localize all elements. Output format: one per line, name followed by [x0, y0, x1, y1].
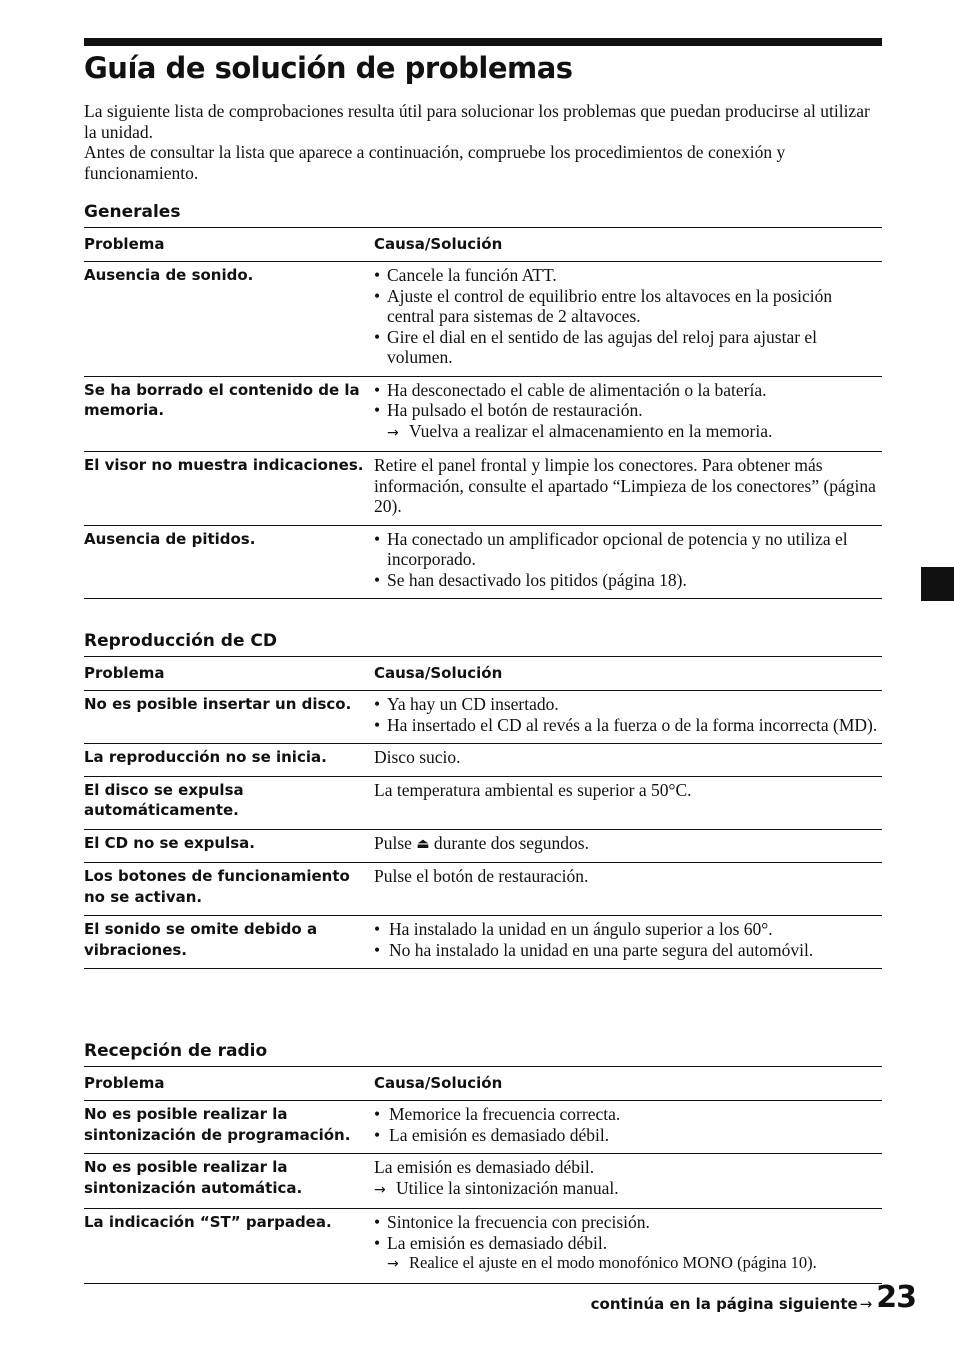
table-row — [84, 1100, 882, 1153]
problem-cell: La indicación “ST” parpadea. — [84, 1213, 332, 1231]
solution-cell — [374, 264, 882, 368]
solution-bullet: • La emisión es demasiado débil. — [374, 1233, 882, 1254]
problem-cell: Los botones de funcionamiento no se activan. — [84, 867, 350, 906]
table-header — [84, 228, 882, 261]
solution-cell: La temperatura ambiental es superior a 50°C. — [374, 779, 692, 800]
arrow-right-icon: → — [387, 1256, 399, 1272]
header-cause: Causa/Solución — [374, 664, 503, 683]
problem-cell: Ausencia de sonido. — [84, 266, 254, 284]
solution-cell — [374, 528, 882, 591]
table-row — [84, 1208, 882, 1283]
solution-cell: Retire el panel frontal y limpie los conectores. Para obtener más información, consulte el apartado “Limpieza de los conectores” (página 20). — [374, 455, 876, 516]
solution-cell — [374, 379, 882, 444]
solution-bullet: • Ajuste el control de equilibrio entre los altavoces en la posición central para sistemas de 2 altavoces. — [374, 286, 882, 327]
table-radio — [84, 1066, 882, 1284]
solution-arrow-line — [374, 1178, 882, 1201]
table-row — [84, 261, 882, 376]
arrow-text: Vuelva a realizar el almacenamiento en la memoria. — [409, 420, 773, 441]
solution-bullet: • Ha insertado el CD al revés a la fuerza o de la forma incorrecta (MD). — [374, 715, 882, 736]
header-problem: Problema — [84, 235, 165, 254]
problem-cell: El visor no muestra indicaciones. — [84, 456, 364, 474]
table-row — [84, 525, 882, 599]
table-row — [84, 776, 882, 829]
problem-cell: No es posible realizar la sintonización de programación. — [84, 1105, 351, 1144]
problem-cell: El CD no se expulsa. — [84, 833, 255, 852]
solution-bullet: • Ya hay un CD insertado. — [374, 694, 882, 715]
table-row — [84, 376, 882, 452]
solution-cell — [374, 1211, 882, 1275]
page-number: 23 — [876, 1280, 916, 1315]
table-general — [84, 227, 882, 599]
problem-cell: El disco se expulsa automáticamente. — [84, 780, 244, 819]
header-problem: Problema — [84, 664, 165, 683]
solution-bullet: • No ha instalado la unidad en una parte segura del automóvil. — [374, 940, 882, 961]
intro-paragraph-1: La siguiente lista de comprobaciones resulta útil para solucionar los problemas que puedan producirse al utilizar la unidad. — [84, 101, 870, 142]
section-title-radio: Recepción de radio — [84, 1041, 268, 1061]
arrow-right-icon: → — [374, 1181, 386, 1198]
table-row — [84, 829, 882, 863]
section-title-cd: Reproducción de CD — [84, 631, 278, 651]
table-row — [84, 743, 882, 776]
header-cause: Causa/Solución — [374, 1074, 503, 1093]
intro — [84, 101, 884, 183]
solution-bullet: • Ha desconectado el cable de alimentación o la batería. — [374, 380, 882, 401]
arrow-right-icon: → — [387, 424, 399, 441]
solution-cell — [374, 693, 882, 735]
solution-text-post: durante dos segundos. — [433, 832, 589, 853]
solution-bullet: • Gire el dial en el sentido de las agujas del reloj para ajustar el volumen. — [374, 327, 882, 368]
solution-text-pre: Pulse — [374, 832, 412, 853]
problem-cell: No es posible insertar un disco. — [84, 695, 352, 713]
eject-icon: ⏏ — [416, 835, 430, 852]
arrow-text: Realice el ajuste en el modo monofónico MONO (página 10). — [409, 1253, 817, 1272]
continued-note: continúa en la página siguiente — [590, 1295, 858, 1313]
page-footer — [591, 1280, 916, 1316]
solution-cell — [374, 1103, 882, 1145]
solution-cell — [374, 1156, 882, 1200]
problem-cell: La reproducción no se inicia. — [84, 748, 327, 766]
header-problem: Problema — [84, 1074, 165, 1093]
table-row — [84, 451, 882, 525]
table-row — [84, 915, 882, 968]
solution-cell: Pulse el botón de restauración. — [374, 866, 589, 886]
arrow-right-icon: → — [859, 1295, 873, 1313]
table-cd — [84, 656, 882, 969]
header-cause: Causa/Solución — [374, 235, 503, 254]
table-row — [84, 1153, 882, 1208]
intro-paragraph-2: Antes de consultar la lista que aparece a continuación, compruebe los procedimientos de conexión y funcionamiento. — [84, 142, 786, 183]
solution-cell: Disco sucio. — [374, 747, 461, 767]
solution-arrow-line — [374, 421, 882, 444]
section-title-general: Generales — [84, 202, 181, 222]
table-row — [84, 862, 882, 915]
solution-bullet: • Ha instalado la unidad en un ángulo superior a los 60°. — [374, 919, 882, 940]
problem-cell: No es posible realizar la sintonización automática. — [84, 1158, 303, 1197]
solution-bullet: • Sintonice la frecuencia con precisión. — [374, 1212, 882, 1233]
page-title: Guía de solución de problemas — [84, 51, 573, 85]
solution-bullet: • Memorice la frecuencia correcta. — [374, 1104, 882, 1125]
table-row — [84, 690, 882, 743]
solution-cell — [374, 918, 882, 960]
solution-bullet: • Ha pulsado el botón de restauración. — [374, 400, 882, 421]
solution-bullet: • Ha conectado un amplificador opcional de potencia y no utiliza el incorporado. — [374, 529, 882, 570]
solution-bullet: • La emisión es demasiado débil. — [374, 1125, 882, 1146]
solution-bullet: • Se han desactivado los pitidos (página 18). — [374, 570, 882, 591]
arrow-text: Utilice la sintonización manual. — [396, 1177, 619, 1198]
title-rule — [84, 38, 882, 46]
solution-text: La emisión es demasiado débil. — [374, 1157, 595, 1177]
table-header — [84, 657, 882, 690]
problem-cell: El sonido se omite debido a vibraciones. — [84, 920, 318, 959]
solution-bullet: • Cancele la función ATT. — [374, 265, 882, 286]
solution-cell — [374, 832, 882, 855]
table-header — [84, 1067, 882, 1100]
problem-cell: Se ha borrado el contenido de la memoria. — [84, 380, 360, 419]
section-tab-marker — [921, 567, 954, 601]
solution-arrow-line — [374, 1253, 882, 1275]
problem-cell: Ausencia de pitidos. — [84, 529, 256, 548]
